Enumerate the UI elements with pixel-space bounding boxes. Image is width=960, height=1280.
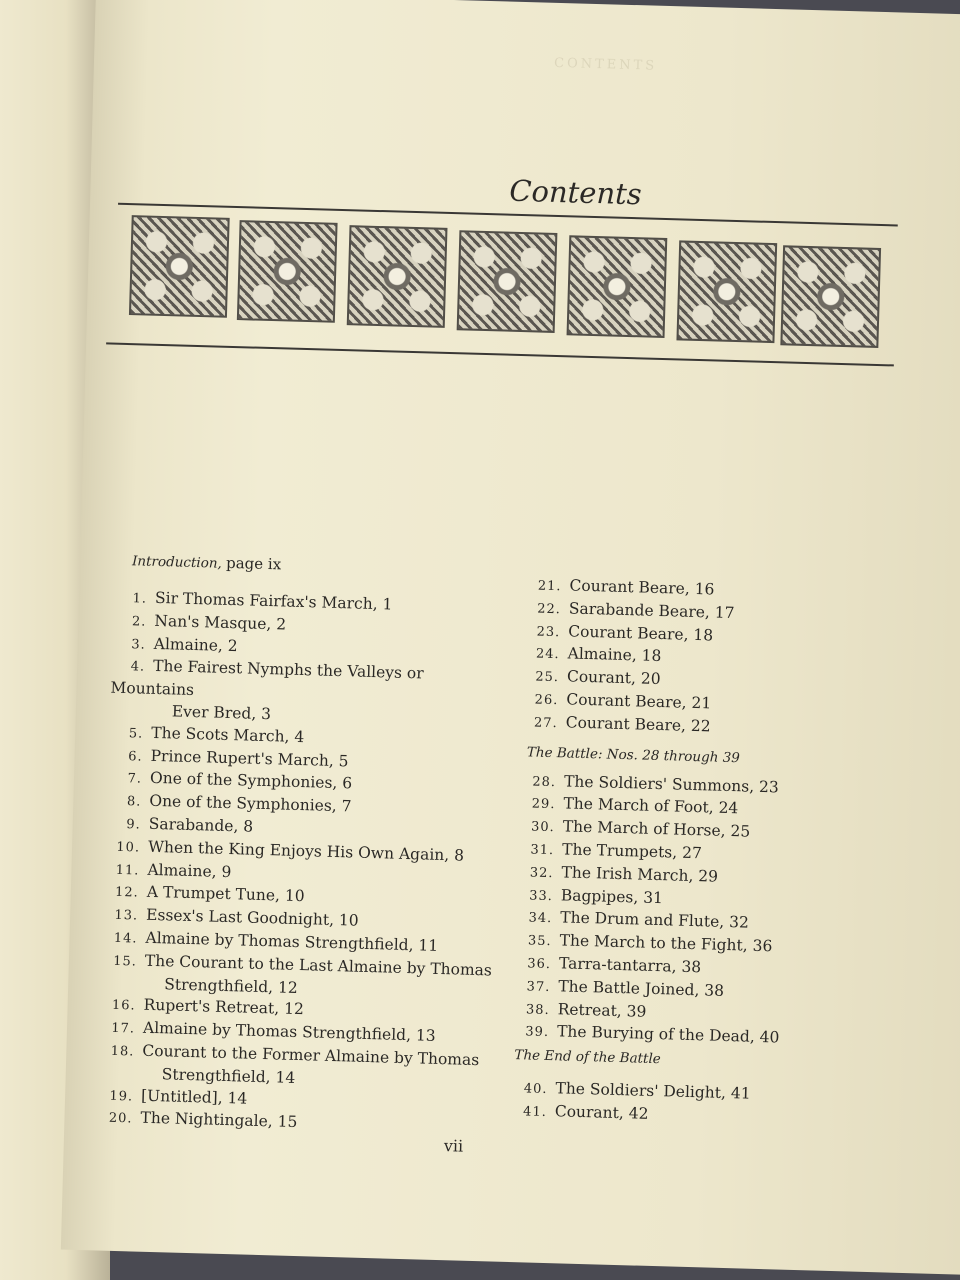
introduction-label: Introduction, <box>131 553 223 572</box>
toc-entry: 4. The Fairest Nymphs the Valleys or Mountains Ever Bred, 3 <box>110 657 424 724</box>
toc-entry: 31. The Trumpets, 27 <box>530 840 703 863</box>
toc-entry: 29. The March of Foot, 24 <box>531 794 739 818</box>
toc-entry: 13. Essex's Last Goodnight, 10 <box>114 905 359 930</box>
toc-entry: 32. The Irish March, 29 <box>529 863 719 886</box>
toc-entry: 2. Nan's Masque, 2 <box>131 611 287 634</box>
lace-tile-6 <box>678 242 775 341</box>
book-page <box>61 0 960 1275</box>
page-title: Contents <box>508 173 643 212</box>
toc-entry: 26. Courant Beare, 21 <box>534 690 712 713</box>
toc-entry: 1. Sir Thomas Fairfax's March, 1 <box>132 588 393 614</box>
toc-entry: 24. Almaine, 18 <box>535 644 662 666</box>
toc-entry: 18. Courant to the Former Almaine by Thomas Strengthfield, 14 <box>110 1041 480 1087</box>
toc-entry: 8. One of the Symphonies, 7 <box>126 791 352 816</box>
contents-left-column <box>98 551 504 1141</box>
toc-entry: 10. When the King Enjoys His Own Again, 8 <box>116 837 465 865</box>
toc-entry: 41. Courant, 42 <box>522 1102 649 1123</box>
toc-entry: 11. Almaine, 9 <box>115 860 232 881</box>
page-number: vii <box>443 1136 464 1156</box>
toc-entry: 23. Courant Beare, 18 <box>536 622 714 645</box>
entry-list-right-a <box>523 574 907 744</box>
toc-entry: 20. The Nightingale, 15 <box>108 1109 298 1132</box>
contents-right-column <box>513 574 908 1133</box>
toc-entry: 33. Bagpipes, 31 <box>528 885 664 907</box>
lace-tile-5 <box>569 237 666 336</box>
lace-tile-1 <box>131 217 228 316</box>
toc-entry: 17. Almaine by Thomas Strengthfield, 13 <box>111 1018 436 1046</box>
toc-entry: 3. Almaine, 2 <box>131 634 238 655</box>
toc-entry: 19. [Untitled], 14 <box>109 1086 248 1108</box>
bleed-through-heading: CONTENTS <box>553 55 658 74</box>
toc-entry: 30. The March of Horse, 25 <box>530 817 751 841</box>
toc-entry: 27. Courant Beare, 22 <box>533 713 711 736</box>
ornament-band <box>131 213 894 344</box>
toc-entry: 5. The Scots March, 4 <box>128 723 305 746</box>
toc-entry: 7. One of the Symphonies, 6 <box>127 769 353 793</box>
toc-entry: 9. Sarabande, 8 <box>126 814 254 836</box>
lace-tile-7 <box>782 247 879 346</box>
introduction-page: page ix <box>225 553 282 574</box>
entry-list-left <box>98 587 503 1141</box>
toc-entry: 12. A Trumpet Tune, 10 <box>114 883 305 906</box>
lace-tile-2 <box>239 222 336 321</box>
toc-entry: 39. The Burying of the Dead, 40 <box>525 1022 780 1047</box>
battle-section-heading: The Battle: Nos. 28 through 39 <box>526 743 741 766</box>
lace-tile-4 <box>459 232 556 331</box>
toc-entry: 38. Retreat, 39 <box>525 999 647 1021</box>
toc-entry: 14. Almaine by Thomas Strengthfield, 11 <box>113 928 439 955</box>
toc-entry: 40. The Soldiers' Delight, 41 <box>523 1079 751 1103</box>
toc-entry: 34. The Drum and Flute, 32 <box>528 908 750 932</box>
toc-entry: 6. Prince Rupert's March, 5 <box>128 746 349 770</box>
toc-entry: 21. Courant Beare, 16 <box>537 576 715 599</box>
toc-entry: 15. The Courant to the Last Almaine by Thomas Strengthfield, 12 <box>112 951 493 997</box>
lace-tile-3 <box>349 227 446 326</box>
entry-list-right-c <box>513 1077 894 1133</box>
toc-entry: 35. The March to the Fight, 36 <box>527 931 773 956</box>
toc-entry: 28. The Soldiers' Summons, 23 <box>532 771 780 796</box>
toc-entry: 22. Sarabande Beare, 17 <box>536 599 735 622</box>
end-section-heading: The End of the Battle <box>514 1047 661 1068</box>
toc-entry: 16. Rupert's Retreat, 12 <box>111 996 305 1019</box>
introduction-entry <box>132 551 504 579</box>
toc-entry: 36. Tarra-tantarra, 38 <box>527 954 702 977</box>
toc-entry: 25. Courant, 20 <box>535 667 661 689</box>
toc-entry: 37. The Battle Joined, 38 <box>526 977 725 1000</box>
entry-list-right-b <box>515 770 902 1054</box>
